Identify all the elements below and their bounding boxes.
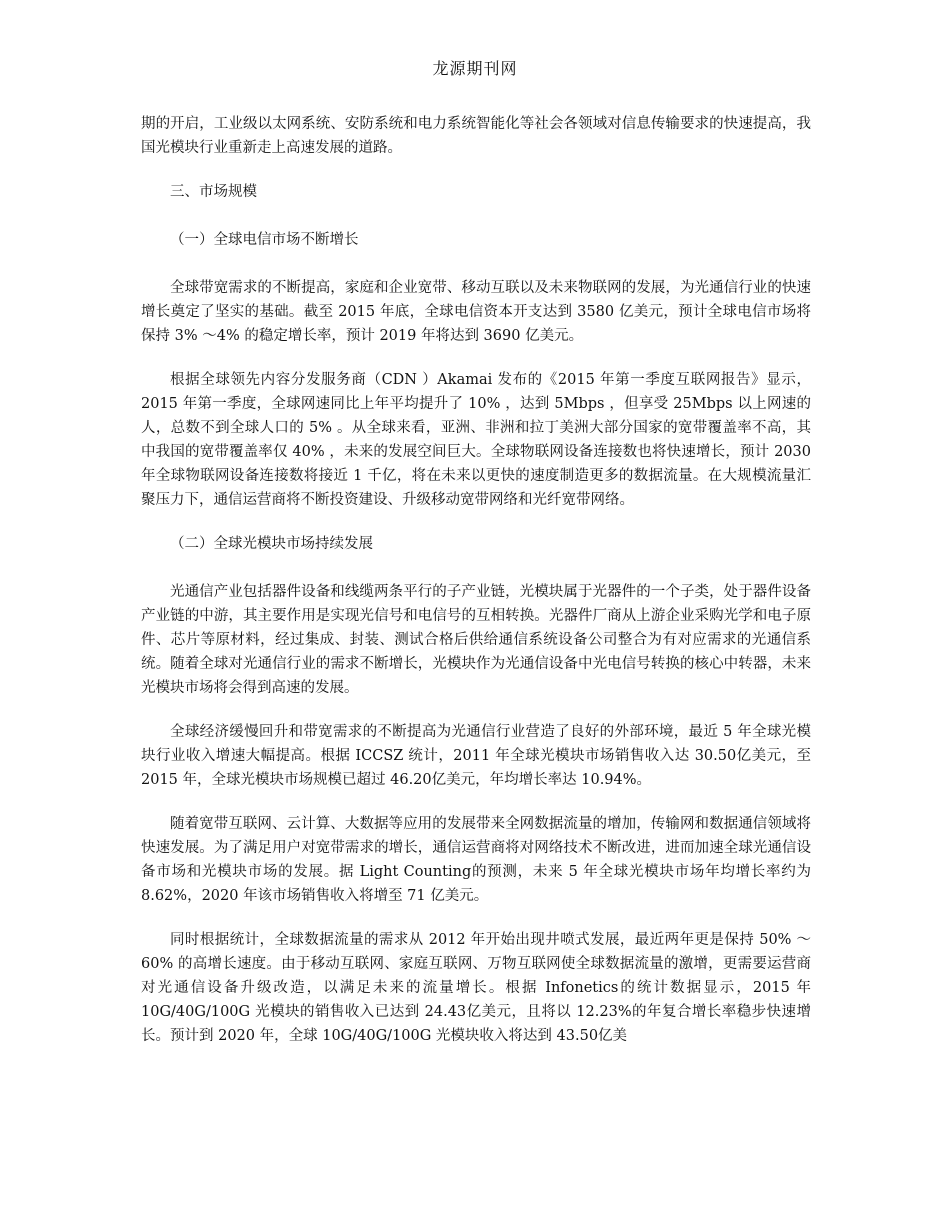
subsection-heading-telecom-market: （一）全球电信市场不断增长 xyxy=(170,232,359,248)
paragraph: 根据全球领先内容分发服务商（CDN ）Akamai 发布的《2015 年第一季度互联网报告》显示，2015 年第一季度，全球网速同比上年平均提升了 10% ，达到 5Mbps ，但享受 25Mbps 以上网速的人，总数不到全球人口的 5% 。从全球来看，亚洲、非洲和拉丁美洲大部分国家的宽带覆盖率不高，其中我国的宽带覆盖率仅 40% ，未来的发展空间巨大。全球物联网设备连接数也将快速增长，预计 2030 年全球物联网设备连接数将接近 1 千亿，将在未来以更快的速度制造更多的数据流量。在大规模流量汇聚压力下，通信运营商将不断投资建设、升级移动宽带网络和光纤宽带网络。 xyxy=(141,372,811,508)
site-name: 龙源期刊网 xyxy=(432,59,518,78)
subsection-heading-optical-module-market: （二）全球光模块市场持续发展 xyxy=(170,536,373,552)
paragraph: 光通信产业包括器件设备和线缆两条平行的子产业链，光模块属于光器件的一个子类，处于器件设备产业链的中游，其主要作用是实现光信号和电信号的互相转换。光器件厂商从上游企业采购光学和电子原件、芯片等原材料，经过集成、封装、测试合格后供给通信系统设备公司整合为有对应需求的光通信系统。随着全球对光通信行业的需求不断增长，光模块作为光通信设备中光电信号转换的核心中转器，未来光模块市场将会得到高速的发展。 xyxy=(141,584,811,696)
paragraph-continuation: 期的开启，工业级以太网系统、安防系统和电力系统智能化等社会各领域对信息传输要求的快速提高，我国光模块行业重新走上高速发展的道路。 xyxy=(141,116,811,156)
page-header xyxy=(0,56,950,79)
paragraph: 全球经济缓慢回升和带宽需求的不断提高为光通信行业营造了良好的外部环境，最近 5 年全球光模块行业收入增速大幅提高。根据 ICCSZ 统计，2011 年全球光模块市场销售收入达 30.50亿美元，至 2015 年，全球光模块市场规模已超过 46.20亿美元，年均增长率达 10.94%。 xyxy=(141,724,811,788)
section-heading-market-size: 三、市场规模 xyxy=(170,184,257,200)
paragraph: 随着宽带互联网、云计算、大数据等应用的发展带来全网数据流量的增加，传输网和数据通信领域将快速发展。为了满足用户对宽带需求的增长，通信运营商将对网络技术不断改进，进而加速全球光通信设备市场和光模块市场的发展。据 Light Counting的预测，未来 5 年全球光模块市场年均增长率约为 8.62%，2020 年该市场销售收入将增至 71 亿美元。 xyxy=(141,816,811,904)
paragraph: 全球带宽需求的不断提高，家庭和企业宽带、移动互联以及未来物联网的发展，为光通信行业的快速增长奠定了坚实的基础。截至 2015 年底，全球电信资本开支达到 3580 亿美元，预计全球电信市场将保持 3% ～4% 的稳定增长率，预计 2019 年将达到 3690 亿美元。 xyxy=(141,280,811,344)
article-body xyxy=(141,112,811,1068)
paragraph: 同时根据统计，全球数据流量的需求从 2012 年开始出现井喷式发展，最近两年更是保持 50% ～60% 的高增长速度。由于移动互联网、家庭互联网、万物互联网使全球数据流量的激增，更需要运营商对光通信设备升级改造，以满足未来的流量增长。根据 Infonetics的统计数据显示，2015 年 10G/40G/100G 光模块的销售收入已达到 24.43亿美元，且将以 12.23%的年复合增长率稳步快速增长。预计到 2020 年，全球 10G/40G/100G 光模块收入将达到 43.50亿美 xyxy=(141,932,811,1044)
